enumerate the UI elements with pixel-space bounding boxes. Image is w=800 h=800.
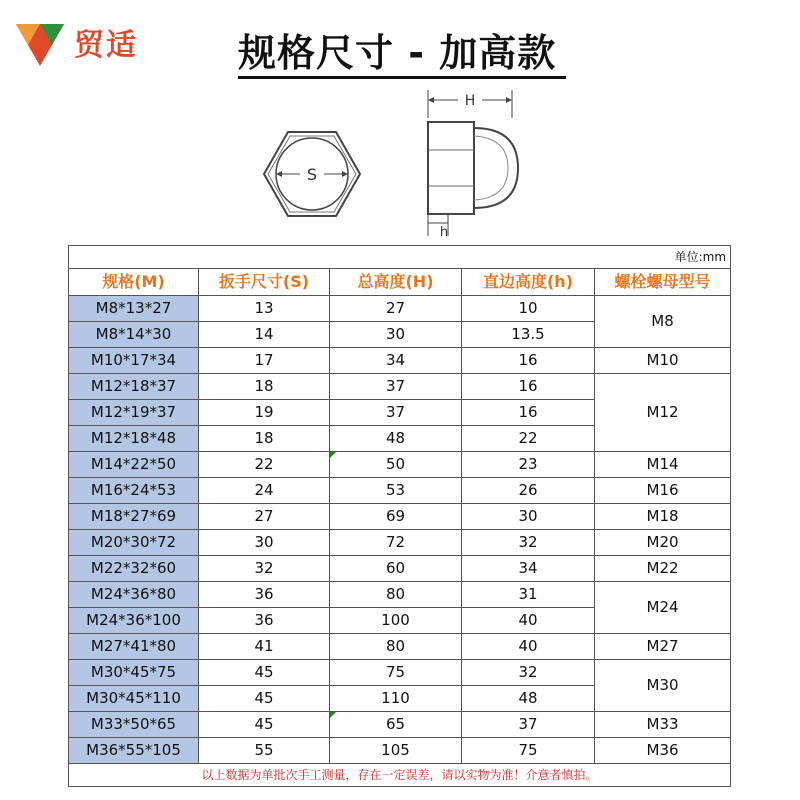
cell-wrench-size: 22 [199, 452, 330, 478]
cell-bolt-model: M16 [595, 478, 731, 504]
table-row [69, 296, 731, 322]
cell-model: M22*32*60 [69, 556, 199, 582]
cell-bolt-model: M33 [595, 712, 731, 738]
header-model: 规格(M) [69, 269, 199, 296]
cell-straight-height: 13.5 [462, 322, 595, 348]
cell-model: M24*36*80 [69, 582, 199, 608]
cell-total-height: 48 [330, 426, 462, 452]
header-bolt-model: 螺栓螺母型号 [595, 269, 731, 296]
cell-model: M20*30*72 [69, 530, 199, 556]
brand-logo [14, 18, 154, 72]
cell-wrench-size: 55 [199, 738, 330, 764]
disclaimer-note: 以上数据为单批次手工测量，存在一定误差，请以实物为准！介意者慎拍。 [69, 764, 731, 787]
cell-straight-height: 48 [462, 686, 595, 712]
header-straight-height: 直边高度(h) [462, 269, 595, 296]
spec-table [68, 245, 731, 787]
dimension-s-label: S [306, 165, 318, 184]
cell-bolt-model: M18 [595, 504, 731, 530]
table-row [69, 504, 731, 530]
cell-total-height: 72 [330, 530, 462, 556]
cell-straight-height: 37 [462, 712, 595, 738]
cell-model: M27*41*80 [69, 634, 199, 660]
cell-total-height: 50 [330, 452, 462, 478]
cell-bolt-model: M36 [595, 738, 731, 764]
cell-bolt-model: M8 [595, 296, 731, 348]
cell-total-height: 37 [330, 400, 462, 426]
cell-wrench-size: 45 [199, 660, 330, 686]
cell-total-height: 37 [330, 374, 462, 400]
cell-total-height: 65 [330, 712, 462, 738]
cell-straight-height: 32 [462, 660, 595, 686]
cell-straight-height: 23 [462, 452, 595, 478]
side-view-drawing [418, 88, 528, 238]
table-row [69, 348, 731, 374]
table-row [69, 556, 731, 582]
cell-model: M36*55*105 [69, 738, 199, 764]
cell-straight-height: 16 [462, 348, 595, 374]
cell-model: M14*22*50 [69, 452, 199, 478]
cell-model: M16*24*53 [69, 478, 199, 504]
cell-wrench-size: 17 [199, 348, 330, 374]
cell-wrench-size: 13 [199, 296, 330, 322]
cell-total-height: 53 [330, 478, 462, 504]
cell-total-height: 110 [330, 686, 462, 712]
cell-straight-height: 40 [462, 608, 595, 634]
cell-model: M12*19*37 [69, 400, 199, 426]
dimension-h-label: h [439, 225, 449, 238]
cell-model: M10*17*34 [69, 348, 199, 374]
cell-straight-height: 30 [462, 504, 595, 530]
cell-total-height: 27 [330, 296, 462, 322]
unit-label: 单位:mm [69, 246, 731, 269]
cell-straight-height: 32 [462, 530, 595, 556]
header-wrench-size: 扳手尺寸(S) [199, 269, 330, 296]
table-row [69, 374, 731, 400]
table-row [69, 582, 731, 608]
cell-model: M33*50*65 [69, 712, 199, 738]
cell-bolt-model: M24 [595, 582, 731, 634]
cell-bolt-model: M20 [595, 530, 731, 556]
footer-row [69, 764, 731, 787]
cell-bolt-model: M12 [595, 374, 731, 452]
title-underline [238, 76, 566, 79]
table-row [69, 478, 731, 504]
cell-model: M8*13*27 [69, 296, 199, 322]
cell-bolt-model: M27 [595, 634, 731, 660]
cell-model: M24*36*100 [69, 608, 199, 634]
cell-total-height: 30 [330, 322, 462, 348]
brand-logo-mark [14, 18, 66, 70]
cell-wrench-size: 45 [199, 686, 330, 712]
table-row [69, 660, 731, 686]
cell-model: M12*18*48 [69, 426, 199, 452]
cell-wrench-size: 18 [199, 374, 330, 400]
cell-bolt-model: M14 [595, 452, 731, 478]
cell-straight-height: 10 [462, 296, 595, 322]
cell-total-height: 80 [330, 634, 462, 660]
cell-model: M30*45*75 [69, 660, 199, 686]
table-row [69, 634, 731, 660]
cell-wrench-size: 32 [199, 556, 330, 582]
cell-wrench-size: 24 [199, 478, 330, 504]
cell-model: M8*14*30 [69, 322, 199, 348]
cell-wrench-size: 36 [199, 582, 330, 608]
table-row [69, 738, 731, 764]
cell-straight-height: 34 [462, 556, 595, 582]
cell-total-height: 105 [330, 738, 462, 764]
cell-total-height: 69 [330, 504, 462, 530]
page-title: 规格尺寸 - 加高款 [238, 31, 557, 75]
cell-model: M30*45*110 [69, 686, 199, 712]
cell-wrench-size: 27 [199, 504, 330, 530]
cell-wrench-size: 30 [199, 530, 330, 556]
cell-total-height: 100 [330, 608, 462, 634]
cell-wrench-size: 18 [199, 426, 330, 452]
dimension-H-label: H [464, 93, 476, 109]
table-row [69, 530, 731, 556]
cell-straight-height: 40 [462, 634, 595, 660]
unit-row [69, 246, 731, 269]
cell-straight-height: 26 [462, 478, 595, 504]
cell-straight-height: 16 [462, 374, 595, 400]
cell-total-height: 34 [330, 348, 462, 374]
cell-model: M12*18*37 [69, 374, 199, 400]
cell-total-height: 75 [330, 660, 462, 686]
header-row [69, 269, 731, 296]
cell-wrench-size: 41 [199, 634, 330, 660]
cell-total-height: 60 [330, 556, 462, 582]
cell-model: M18*27*69 [69, 504, 199, 530]
front-view-drawing [262, 128, 362, 228]
header-total-height: 总高度(H) [330, 269, 462, 296]
cell-straight-height: 31 [462, 582, 595, 608]
cell-bolt-model: M22 [595, 556, 731, 582]
cell-straight-height: 22 [462, 426, 595, 452]
brand-name: 贸适 [74, 28, 138, 63]
cell-straight-height: 75 [462, 738, 595, 764]
table-row [69, 712, 731, 738]
cell-wrench-size: 45 [199, 712, 330, 738]
table-row [69, 452, 731, 478]
cell-wrench-size: 14 [199, 322, 330, 348]
cell-straight-height: 16 [462, 400, 595, 426]
cell-wrench-size: 36 [199, 608, 330, 634]
cell-bolt-model: M10 [595, 348, 731, 374]
cell-total-height: 80 [330, 582, 462, 608]
cell-bolt-model: M30 [595, 660, 731, 712]
cell-wrench-size: 19 [199, 400, 330, 426]
